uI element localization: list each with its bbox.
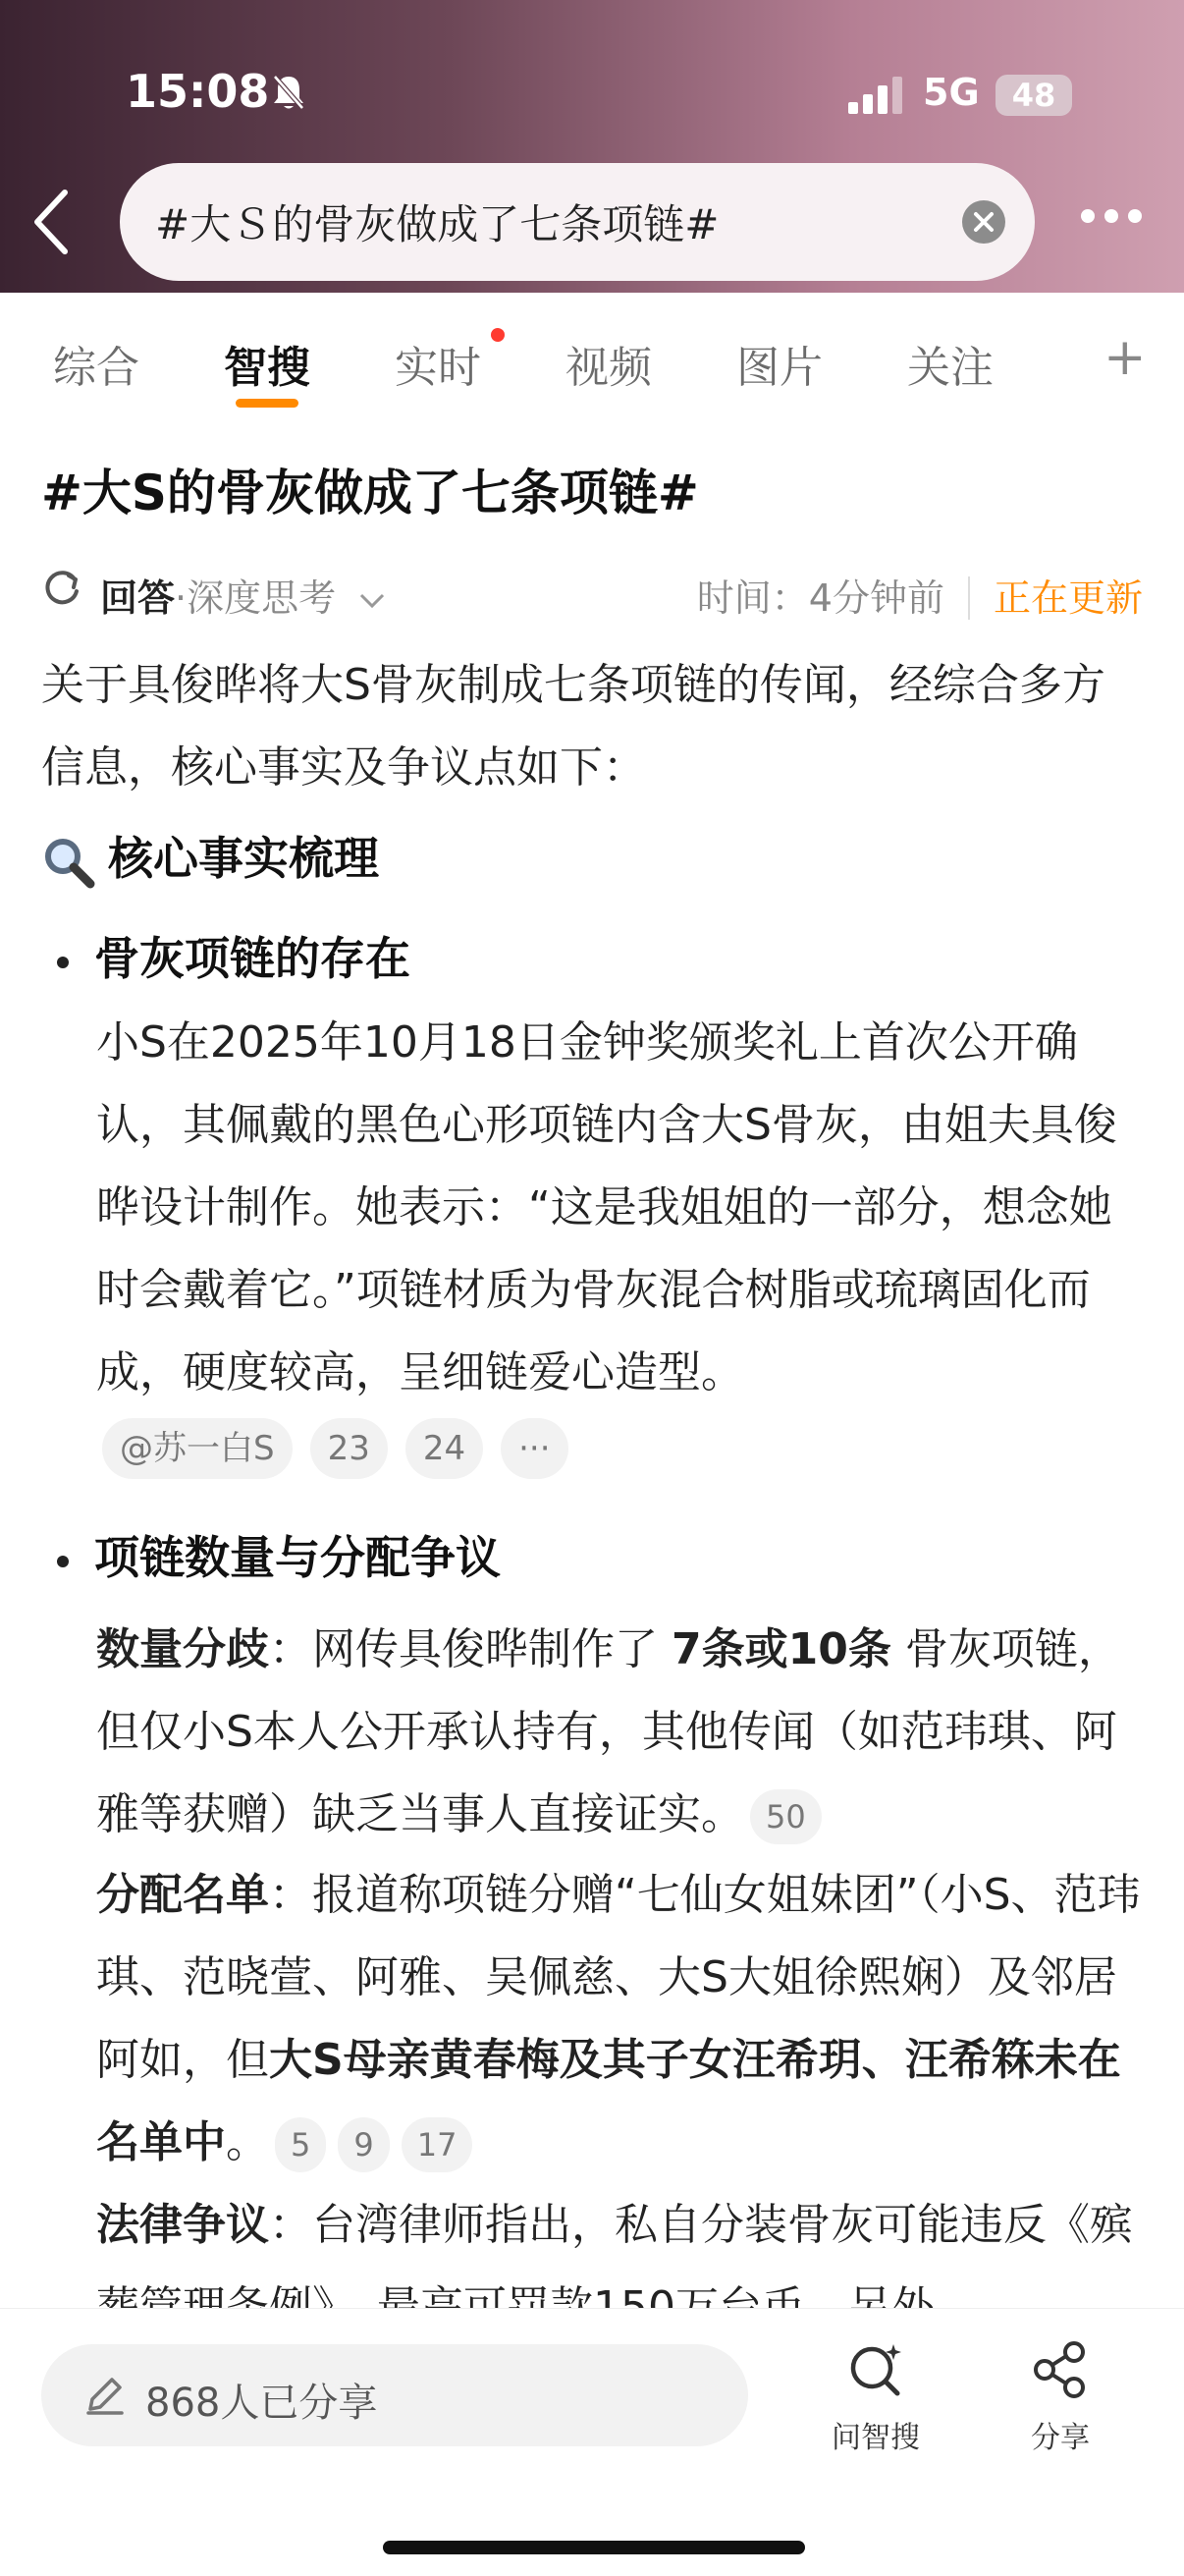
share-comment-input[interactable] [41, 2344, 748, 2446]
quantity-highlight: 7条或10条 [672, 1624, 891, 1674]
source-chip[interactable]: @苏一白S [102, 1418, 293, 1479]
reference-chip[interactable]: 24 [405, 1418, 483, 1479]
active-tab-indicator [236, 399, 298, 408]
search-field[interactable] [120, 163, 1035, 281]
reference-chip[interactable]: 9 [338, 2117, 389, 2172]
reference-chip[interactable]: 5 [275, 2117, 326, 2172]
quantity-text: ：网传具俊晔制作了 [269, 1624, 672, 1674]
deep-thinking-label: ·深度思考 [175, 576, 337, 620]
ask-label: 问智搜 [832, 2421, 920, 2455]
updating-badge: 正在更新 [968, 576, 1143, 620]
answer-meta [41, 560, 1143, 619]
time-label: 时间：4分钟前 [696, 576, 944, 620]
source-chips [102, 1418, 586, 1479]
distribution-text: ：报道称项链分赠“七仙女姐妹团”（小S、范玮琪、范晓萱、阿雅、吴佩慈、大S大姐徐熙娴）及邻居阿如，但 [96, 1870, 1141, 2085]
clear-search-button[interactable] [962, 200, 1005, 244]
legal-text: ：台湾律师指出，私自分装骨灰可能违反《殡 [269, 2200, 1133, 2250]
chevron-down-icon [357, 591, 387, 611]
tab-images[interactable]: 图片 [736, 343, 823, 393]
distribution-text: 。 [226, 2117, 269, 2167]
more-sources-chip[interactable]: ··· [501, 1418, 567, 1479]
reference-chip[interactable]: 17 [402, 2117, 473, 2172]
section-heading [41, 823, 379, 890]
legal-paragraph [96, 2184, 1147, 2278]
quantity-paragraph [96, 1609, 1147, 1856]
answer-time [697, 568, 1143, 622]
page-title: #大S的骨灰做成了七条项链# [41, 465, 699, 521]
more-options-icon[interactable] [1078, 206, 1145, 226]
tab-smart-search[interactable]: 智搜 [224, 343, 310, 393]
share-button[interactable] [1001, 2338, 1119, 2456]
bullet-heading [57, 1522, 501, 1587]
tab-realtime[interactable]: 实时 [395, 343, 481, 393]
share-count: 868人已分享 [145, 2381, 378, 2426]
bullet-dot [57, 957, 69, 968]
bottom-action-bar [0, 2308, 1184, 2576]
legal-label: 法律争议 [96, 2200, 269, 2250]
refresh-icon [41, 568, 82, 609]
quantity-text: 骨灰项链，但仅小S本人公开承认持有，其他传闻（如范玮琪、阿雅等获赠）缺乏当事人直接证实。 [96, 1624, 1121, 1839]
reference-chip[interactable]: 23 [310, 1418, 388, 1479]
distribution-paragraph [96, 1854, 1147, 2184]
battery-indicator: 48 [996, 75, 1072, 116]
network-type: 5G [923, 71, 980, 114]
ask-smart-search-button[interactable] [817, 2338, 935, 2456]
section-heading-text: 核心事实梳理 [108, 832, 379, 885]
signal-icon [848, 77, 903, 114]
search-query: #大Ｓ的骨灰做成了七条项链# [155, 200, 720, 248]
magnifier-icon [41, 835, 96, 890]
top-bar [0, 0, 1184, 293]
back-arrow-icon[interactable] [27, 187, 75, 257]
tab-following[interactable]: 关注 [907, 343, 994, 393]
answer-label: 回答 [100, 576, 176, 620]
reference-chip[interactable]: 50 [750, 1789, 822, 1844]
intro-paragraph: 关于具俊晔将大S骨灰制成七条项链的传闻，经综合多方信息，核心事实及争议点如下： [41, 660, 1105, 793]
distribution-highlight: 大S母亲黄春梅及其子女汪希玥、汪希箖未在名单中 [96, 2035, 1121, 2167]
bullet-heading [57, 923, 410, 988]
tab-bar [0, 293, 1184, 411]
bullet-heading-text: 项链数量与分配争议 [94, 1531, 501, 1584]
pen-icon [82, 2372, 128, 2417]
close-icon [962, 200, 1005, 244]
smart-search-icon [844, 2338, 907, 2401]
share-label: 分享 [1031, 2421, 1090, 2455]
distribution-label: 分配名单 [96, 1870, 269, 1920]
new-content-dot [491, 328, 505, 342]
tab-video[interactable]: 视频 [565, 343, 652, 393]
quantity-label: 数量分歧 [96, 1624, 269, 1674]
home-indicator [383, 2541, 805, 2554]
status-time: 15:08 [126, 65, 270, 118]
share-icon [1029, 2338, 1092, 2401]
bullet-heading-text: 骨灰项链的存在 [94, 932, 410, 985]
answer-mode[interactable] [100, 568, 387, 622]
bullet-dot [57, 1556, 69, 1567]
tab-comprehensive[interactable]: 综合 [53, 343, 139, 393]
bullet-paragraph: 小S在2025年10月18日金钟奖颁奖礼上首次公开确认，其佩戴的黑色心形项链内含大S骨灰，由姐夫具俊晔设计制作。她表示：“这是我姐姐的一部分，想念她时会戴着它。”项链材质为骨灰混合树脂或琉璃固化而成，硬度较高，呈细链爱心造型。 [96, 1017, 1117, 1398]
bell-muted-icon [271, 73, 306, 112]
add-tab-icon[interactable]: + [1103, 328, 1147, 387]
